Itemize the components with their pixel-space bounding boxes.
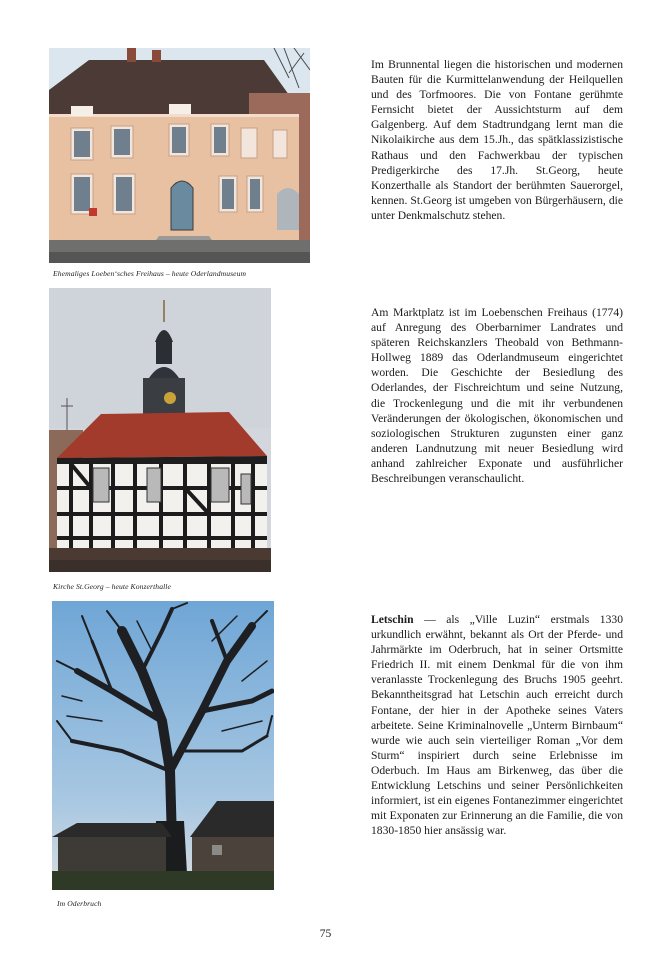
caption-freihaus: Ehemaliges Loeben‘sches Freihaus – heute Oderlandmuseum [53, 269, 247, 278]
page-number: 75 [319, 928, 332, 940]
paragraph-letschin [371, 612, 623, 838]
paragraph-marktplatz [371, 305, 623, 486]
paragraph-brunnental-text: Im Brunnental liegen die historischen und modernen Bauten für die Kurmittelanwendung der Heilquellen und des Torfmoores. Die von Fontane gerühmte Fernsicht bietet der Aussichtsturm auf dem Galgenberg. Auf dem Stadtrundgang lernt man die Nikolaikirche aus dem 15.Jh., das spätklassizistische Rathaus und den Fachwerkbau der typischen Predigerkirche des 17.Jh. St.Georg, heute Konzerthalle als Standort der berühmten Sauerorgel, kennen. St.Georg ist umgeben von Bürgerhäusern, die unter Denkmalschutz stehen. [371, 58, 623, 222]
photo-st-georg [49, 288, 271, 572]
paragraph-brunnental [371, 57, 623, 223]
photo-freihaus [49, 48, 310, 263]
photo-oderbruch [52, 601, 274, 890]
paragraph-letschin-text: — als „Ville Luzin“ erstmals 1330 urkundlich erwähnt, bekannt als Ort der Pferde- und Jahrmärkte im Oderbruch, hat in seiner Ortsmitte Friedrich II. mit einem Denkmal für die von ihm veranlasste Trockenlegung des Bruchs 1905 geehrt. Bekanntheitsgrad hat Letschin auch erreicht durch Fontane, der hier in der Apotheke seines Vaters arbeitete. Seine Kriminalnovelle „Unterm Birnbaum“ wurde wie auch sein vierteiliger Roman „Vor dem Sturm“ inspiriert durch seine Erlebnisse im Oderbuch. Im Haus am Birkenweg, das über die Entwicklung Letschins und seiner Persönlichkeiten informiert, ist ein eigenes Fontanezimmer eingerichtet mit Exponaten zur Erinnerung an die Familie, die von 1830-1850 hier ansässig war. [371, 613, 623, 838]
paragraph-marktplatz-text: Am Marktplatz ist im Loebenschen Freihaus (1774) auf Anregung des Oberbarnimer Landrates und späteren Reichskanzlers Theobald von Bethmann-Hollweg 1889 das Oderlandmuseum eingerichtet worden. Die Geschichte der Besiedlung des Oderlandes, der Fischreichtum und seine Nutzung, die Trockenlegung und die mit ihr verbundenen Veränderungen der ökologischen, ökonomischen und soziologischen Strukturen zugunsten einer ganz anderen Landnutzung mit neuer Besiedlung wird anhand zahlreicher Exponate und ausführlicher Beschreibungen veranschaulicht. [371, 306, 623, 486]
caption-oderbruch: Im Oderbruch [57, 899, 102, 908]
caption-st-georg: Kirche St.Georg – heute Konzerthalle [53, 582, 171, 591]
letschin-heading: Letschin [371, 613, 414, 626]
